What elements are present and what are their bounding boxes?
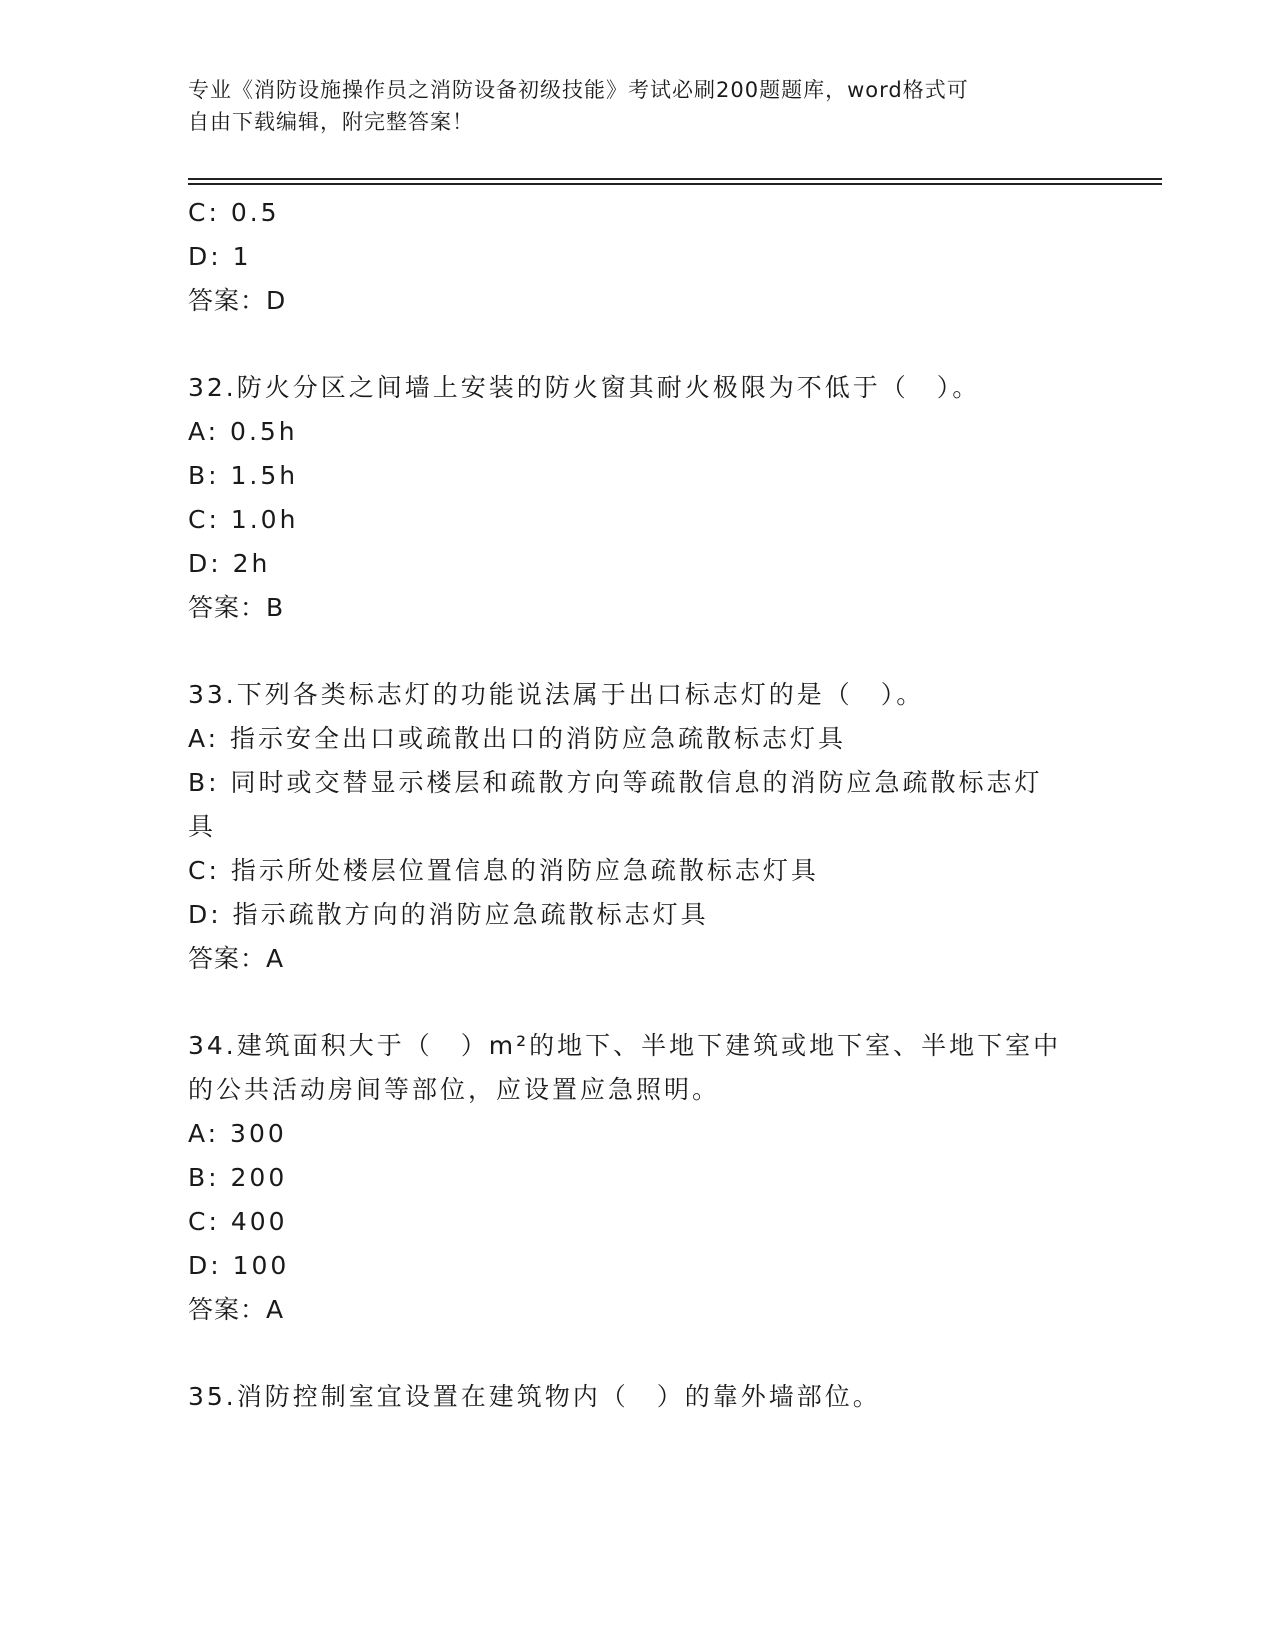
option-b: B: 同时或交替显示楼层和疏散方向等疏散信息的消防应急疏散标志灯 [188, 768, 1043, 797]
option-b-continued: 具 [188, 812, 217, 841]
option-c: C: 0.5 [188, 198, 280, 227]
question-33: 33.下列各类标志灯的功能说法属于出口标志灯的是（ ）。 [188, 680, 925, 709]
option-a: A: 300 [188, 1119, 287, 1148]
question-32: 32.防火分区之间墙上安装的防火窗其耐火极限为不低于（ ）。 [188, 373, 981, 402]
answer: 答案：D [188, 286, 287, 315]
header-divider-inner [188, 183, 1162, 185]
option-b: B: 1.5h [188, 461, 299, 490]
header-line-2: 自由下载编辑，附完整答案！ [188, 110, 474, 134]
answer: 答案：A [188, 1295, 285, 1324]
document-header [188, 74, 1078, 138]
option-c: C: 指示所处楼层位置信息的消防应急疏散标志灯具 [188, 856, 819, 885]
option-d: D: 1 [188, 242, 252, 271]
option-c: C: 400 [188, 1207, 288, 1236]
answer: 答案：B [188, 593, 285, 622]
question-35: 35.消防控制室宜设置在建筑物内（ ）的靠外墙部位。 [188, 1382, 881, 1411]
option-d: D: 2h [188, 549, 271, 578]
option-a: A: 指示安全出口或疏散出口的消防应急疏散标志灯具 [188, 724, 847, 753]
question-34: 34.建筑面积大于（ ）m²的地下、半地下建筑或地下室、半地下室中 [188, 1031, 1062, 1060]
question-34-continued: 的公共活动房间等部位，应设置应急照明。 [188, 1075, 721, 1104]
option-d: D: 100 [188, 1251, 290, 1280]
option-a: A: 0.5h [188, 417, 298, 446]
header-divider [188, 178, 1162, 180]
header-line-1: 专业《消防设施操作员之消防设备初级技能》考试必刷200题题库，word格式可 [188, 78, 969, 102]
option-d: D: 指示疏散方向的消防应急疏散标志灯具 [188, 900, 709, 929]
answer: 答案：A [188, 944, 285, 973]
option-b: B: 200 [188, 1163, 288, 1192]
option-c: C: 1.0h [188, 505, 299, 534]
